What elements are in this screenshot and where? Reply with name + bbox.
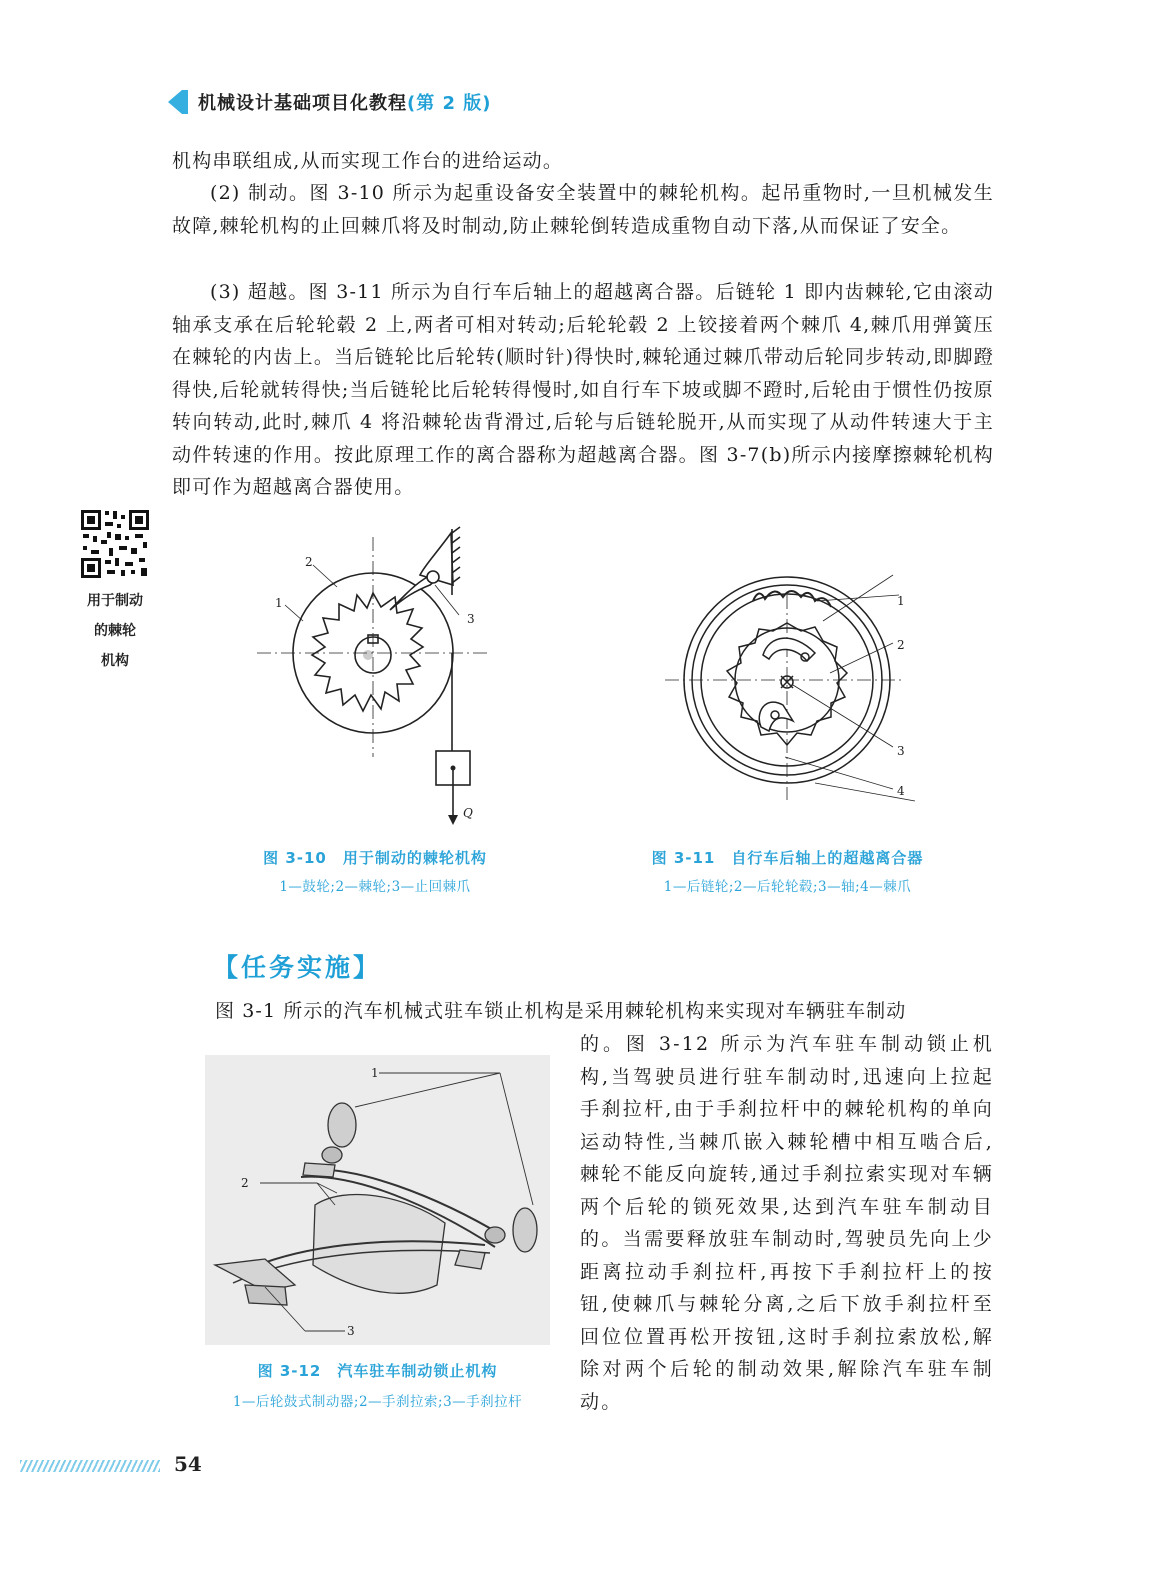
figure-3-12-image	[205, 1055, 550, 1345]
paragraph-1: 机构串联组成,从而实现工作台的进给运动。	[172, 150, 564, 172]
book-edition: (第 2 版)	[407, 93, 492, 114]
fig10-label-1: 1	[275, 596, 283, 610]
fig11-label-2: 2	[897, 638, 905, 652]
task-heading: 【任务实施】	[213, 953, 382, 982]
paragraph-overrunning: (3) 超越。图 3-11 所示为自行车后轴上的超越离合器。后链轮 1 即内齿棘轮,它由滚动轴承支承在后轮轮毂 2 上,两者可相对转动;后轮轮毂 2 上铰接着两个棘爪 4,棘爪用弹簧压在棘轮的内齿上。当后链轮比后轮转(顺时针)得快时,棘轮通过棘爪带动后轮同步转动,即脚蹬得快,后轮就转得快;当后链轮比后轮转得慢时,如自行车下坡或脚不蹬时,后轮由于惯性仍按原转向转动,此时,棘爪 4 将沿棘轮齿背滑过,后轮与后链轮脱开,从而实现了从动件转速大于主动件转速的作用。按此原理工作的离合器称为超越离合器。图 3-7(b)所示内接摩擦棘轮机构即可作为超越离合器使用。	[172, 281, 994, 498]
header-triangle-icon	[168, 90, 182, 114]
figure-3-10-legend: 1—鼓轮;2—棘轮;3—止回棘爪	[279, 879, 471, 895]
book-title: 机械设计基础项目化教程	[198, 93, 407, 114]
paragraph-braking: (2) 制动。图 3-10 所示为起重设备安全装置中的棘轮机构。起吊重物时,一旦机械发生故障,棘轮机构的止回棘爪将及时制动,防止棘轮倒转造成重物自动下落,从而保证了安全。	[172, 182, 994, 237]
fig11-label-4: 4	[897, 784, 905, 798]
fig10-label-3: 3	[467, 612, 475, 626]
fig10-label-2: 2	[305, 555, 313, 569]
running-header	[198, 89, 492, 115]
fig11-label-3: 3	[897, 744, 905, 758]
figure-3-12-legend: 1—后轮鼓式制动器;2—手刹拉索;3—手刹拉杆	[232, 1394, 523, 1410]
task-body: 的。图 3-12 所示为汽车驻车制动锁止机构,当驾驶员进行驻车制动时,迅速向上拉起手刹拉杆,由于手刹拉杆中的棘轮机构的单向运动特性,当棘爪嵌入棘轮槽中相互啮合后,棘轮不能反向旋转,通过手刹拉索实现对车辆两个后轮的锁死效果,达到汽车驻车制动目的。当需要释放驻车制动时,驾驶员先向上少距离拉动手刹拉杆,再按下手刹拉杆上的按钮,使棘爪与棘轮分离,之后下放手刹拉杆至回位位置再松开按钮,这时手刹拉索放松,解除对两个后轮的制动效果,解除汽车驻车制动。	[580, 1033, 994, 1413]
qr-caption-line2: 的棘轮	[94, 623, 136, 639]
fig12-label-2: 2	[241, 1176, 249, 1190]
qr-caption-line3: 机构	[101, 653, 129, 669]
fig12-label-3: 3	[347, 1324, 355, 1338]
figure-3-11-legend: 1—后链轮;2—后轮轮毂;3—轴;4—棘爪	[663, 879, 912, 895]
fig12-label-1: 1	[371, 1066, 379, 1080]
fig10-label-q: Q	[463, 806, 473, 820]
figure-3-10-diagram	[255, 525, 515, 830]
task-intro-line: 图 3-1 所示的汽车机械式驻车锁止机构是采用棘轮机构来实现对车辆驻车制动	[215, 1000, 907, 1022]
page-number: 54	[174, 1452, 202, 1476]
fig11-label-1: 1	[897, 594, 905, 608]
header-bar-decoration	[182, 90, 188, 114]
figure-3-11-caption: 图 3-11 自行车后轴上的超越离合器	[651, 849, 924, 867]
figure-3-10-caption: 图 3-10 用于制动的棘轮机构	[263, 849, 487, 867]
figure-3-11-diagram	[665, 565, 930, 835]
qr-caption-line1: 用于制动	[87, 593, 143, 609]
qr-code-icon[interactable]	[79, 508, 151, 580]
footer-stripes-decoration	[20, 1460, 160, 1472]
figure-3-12-caption: 图 3-12 汽车驻车制动锁止机构	[257, 1362, 498, 1380]
